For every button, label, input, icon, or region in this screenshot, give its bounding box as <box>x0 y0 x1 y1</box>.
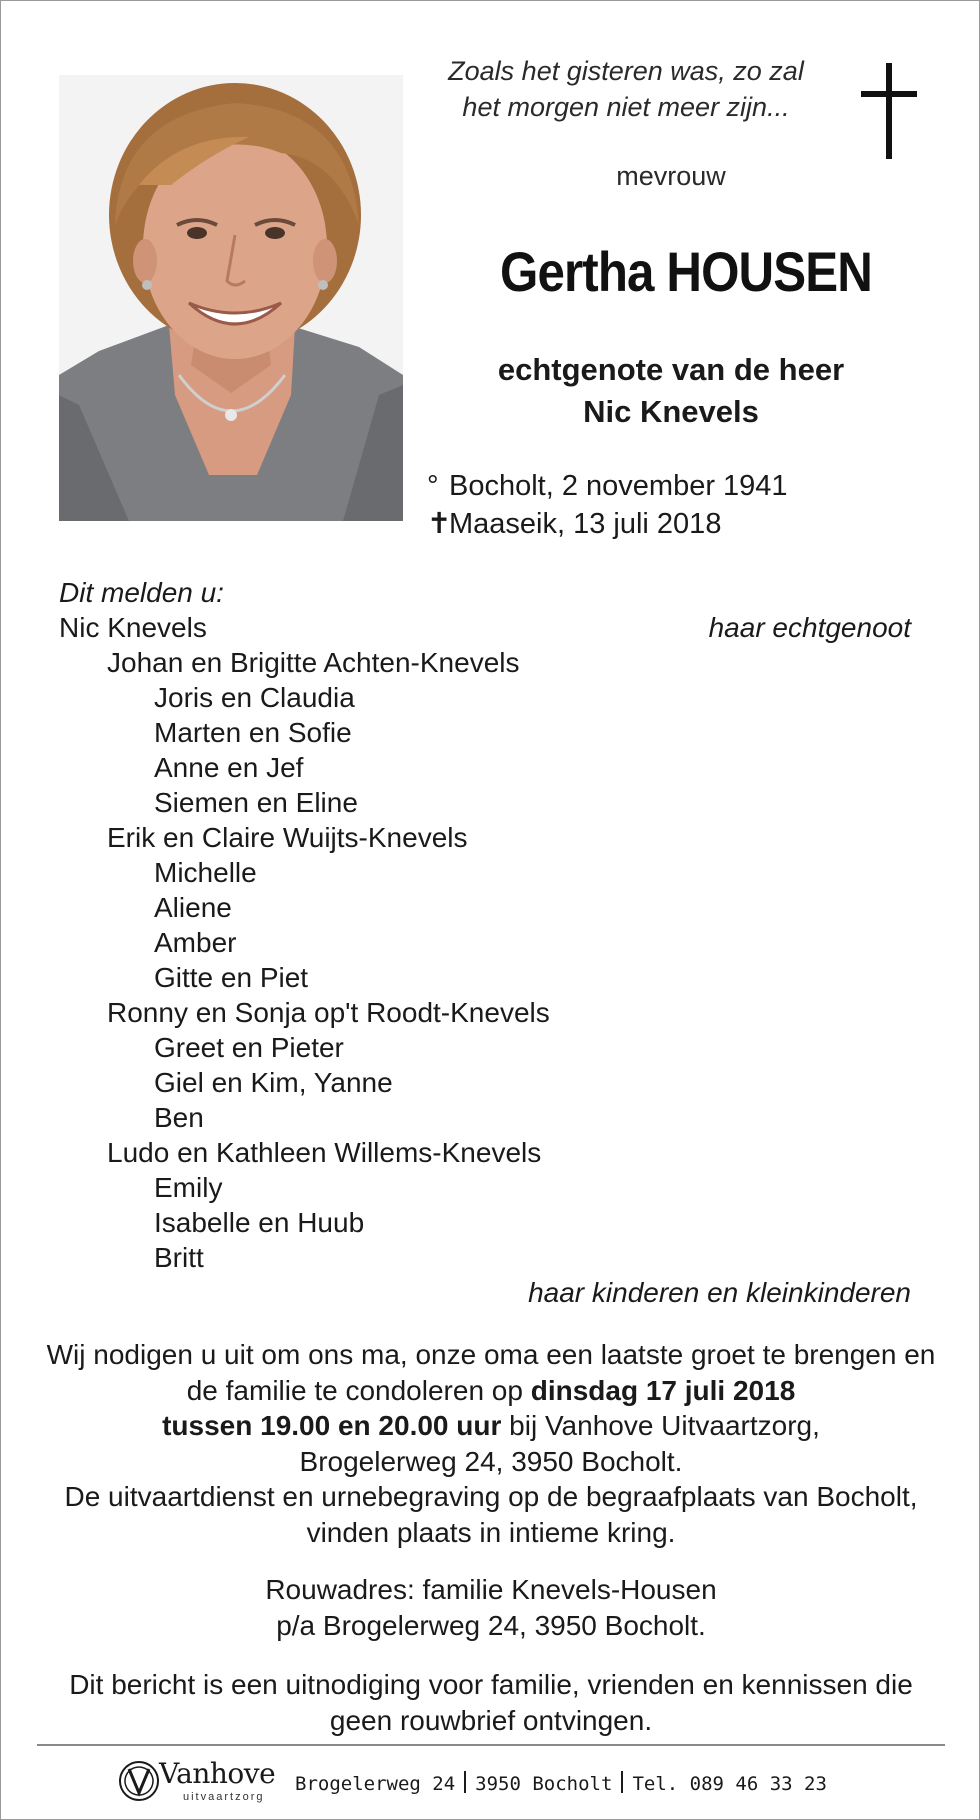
birth-text: Bocholt, 2 november 1941 <box>449 470 788 502</box>
funeral-info: De uitvaartdienst en urnebegraving op de begraafplaats van Bocholt, vinden plaats in intieme kring. <box>64 1481 918 1548</box>
invitation-text-b: bij Vanhove Uitvaartzorg, <box>501 1410 820 1441</box>
portrait-illustration <box>59 75 403 521</box>
grandchild-row: Joris en Claudia <box>154 682 355 713</box>
spouse-relation: echtgenote van de heer <box>497 352 845 387</box>
family-intro: Dit melden u: <box>59 577 224 608</box>
deceased-name: Gertha HOUSEN <box>500 240 872 303</box>
grandchild-row: Amber <box>154 927 237 958</box>
separator-bar <box>621 1771 623 1793</box>
grandchild-row: Isabelle en Huub <box>154 1207 365 1238</box>
family-spouse-role: haar echtgenoot <box>708 612 911 643</box>
death-symbol: ✝ <box>427 508 452 540</box>
memorial-quote <box>411 53 841 125</box>
invitation-address: Brogelerweg 24, 3950 Bocholt. <box>299 1445 683 1477</box>
footer-divider <box>37 1744 945 1746</box>
grandchild-row: Michelle <box>154 857 257 888</box>
child-row: Ludo en Kathleen Willems-Knevels <box>107 1137 542 1168</box>
grandchild-row: Anne en Jef <box>154 752 304 783</box>
mourning-address-line-1: Rouwadres: familie Knevels-Housen <box>265 1574 717 1605</box>
spouse-line <box>421 349 921 433</box>
life-dates <box>427 467 788 543</box>
quote-line-2: het morgen niet meer zijn... <box>462 92 790 122</box>
quote-line-1: Zoals het gisteren was, zo zal <box>448 56 804 86</box>
footer <box>113 1753 953 1813</box>
grandchild-row: Giel en Kim, Yanne <box>154 1067 393 1098</box>
child-row: Johan en Brigitte Achten-Knevels <box>107 647 520 678</box>
death-text: Maaseik, 13 juli 2018 <box>449 508 722 540</box>
family-closing: haar kinderen en kleinkinderen <box>528 1277 911 1308</box>
footer-phone: Tel. 089 46 33 23 <box>632 1773 827 1795</box>
invitation-text-a: Wij nodigen u uit om ons ma, onze oma een laatste groet te brengen en de familie te condoleren op <box>46 1339 936 1406</box>
logo-name: Vanhove <box>159 1757 276 1790</box>
footer-address <box>295 1771 827 1795</box>
grandchild-row: Gitte en Piet <box>154 962 309 993</box>
footer-street: Brogelerweg 24 <box>295 1773 456 1795</box>
spouse-name: Nic Knevels <box>583 394 759 429</box>
vanhove-logo <box>113 1753 293 1813</box>
separator-bar <box>464 1771 466 1793</box>
notice-paragraph: Dit bericht is een uitnodiging voor familie, vrienden en kennissen die geen rouwbrief ontvingen. <box>69 1669 913 1736</box>
child-row: Erik en Claire Wuijts-Knevels <box>107 822 468 853</box>
cross-icon <box>859 61 919 161</box>
death-line <box>427 505 788 543</box>
invitation-paragraph <box>41 1337 941 1550</box>
grandchild-row: Ben <box>154 1102 204 1133</box>
portrait-photo <box>59 75 403 521</box>
grandchild-row: Emily <box>154 1172 223 1203</box>
birth-line <box>427 467 788 505</box>
child-row: Ronny en Sonja op't Roodt-Knevels <box>107 997 550 1028</box>
grandchild-row: Aliene <box>154 892 232 923</box>
mourning-address <box>41 1572 941 1643</box>
family-spouse-name: Nic Knevels <box>59 612 207 643</box>
invitation-date: dinsdag 17 juli 2018 <box>530 1374 796 1406</box>
family-spouse-row <box>59 610 911 645</box>
grandchild-row: Marten en Sofie <box>154 717 352 748</box>
footer-city: 3950 Bocholt <box>475 1773 613 1795</box>
mourning-address-line-2: p/a Brogelerweg 24, 3950 Bocholt. <box>276 1609 706 1641</box>
logo-sub: uitvaartzorg <box>183 1791 265 1803</box>
title-word: mevrouw <box>616 161 726 191</box>
family-list <box>59 575 911 1310</box>
grandchild-row: Britt <box>154 1242 204 1273</box>
vanhove-logo-mark <box>117 1759 161 1803</box>
grandchild-row: Greet en Pieter <box>154 1032 344 1063</box>
grandchild-row: Siemen en Eline <box>154 787 358 818</box>
invitation-time: tussen 19.00 en 20.00 uur <box>162 1410 502 1441</box>
birth-symbol: ° <box>427 470 439 502</box>
